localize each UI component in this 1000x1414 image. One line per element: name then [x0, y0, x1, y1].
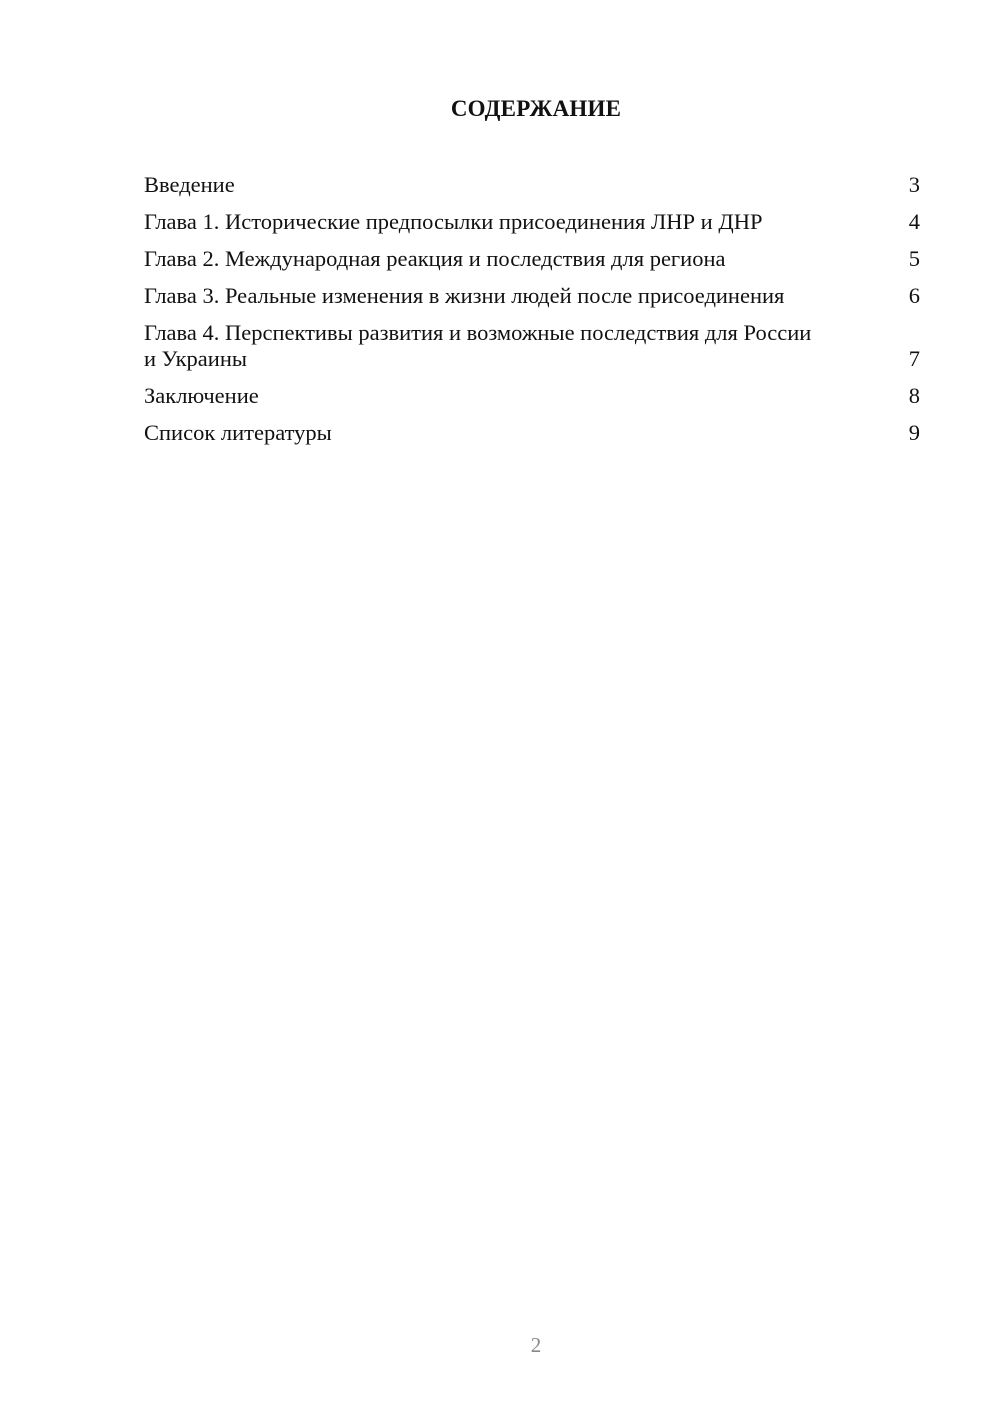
- toc-entry-page: 5: [908, 246, 920, 271]
- page-title: СОДЕРЖАНИЕ: [450, 96, 622, 121]
- toc-entry-text: Глава 1. Исторические предпосылки присоединения ЛНР и ДНР: [144, 209, 763, 234]
- toc-entry-references: [144, 420, 920, 446]
- toc-entry-page: 7: [908, 346, 920, 371]
- page-number: 2: [530, 1333, 542, 1357]
- toc-entry-conclusion: [144, 383, 920, 409]
- toc-entry-text: Список литературы: [144, 420, 332, 445]
- toc-entry-introduction: [144, 172, 920, 198]
- toc-entry-page: 6: [908, 283, 920, 308]
- toc-entry-page: 9: [908, 420, 920, 445]
- toc-entry-text: Глава 3. Реальные изменения в жизни людей после присоединения: [144, 283, 785, 308]
- toc-entry-text: Заключение: [144, 383, 259, 408]
- toc-entry-text: Введение: [144, 172, 235, 197]
- toc-entry-chapter-3: [144, 283, 920, 309]
- toc-entry-chapter-1: [144, 209, 920, 235]
- toc-entry-chapter-2: [144, 246, 920, 272]
- toc-entry-text: Глава 4. Перспективы развития и возможные последствия для России и Украины: [144, 320, 812, 371]
- toc-entry-text: Глава 2. Международная реакция и последствия для региона: [144, 246, 726, 271]
- toc-entry-page: 3: [908, 172, 920, 197]
- toc-entry-page: 8: [908, 383, 920, 408]
- toc-entry-page: 4: [908, 209, 920, 234]
- toc-entry-chapter-4: [144, 320, 920, 372]
- table-of-contents: [144, 172, 920, 457]
